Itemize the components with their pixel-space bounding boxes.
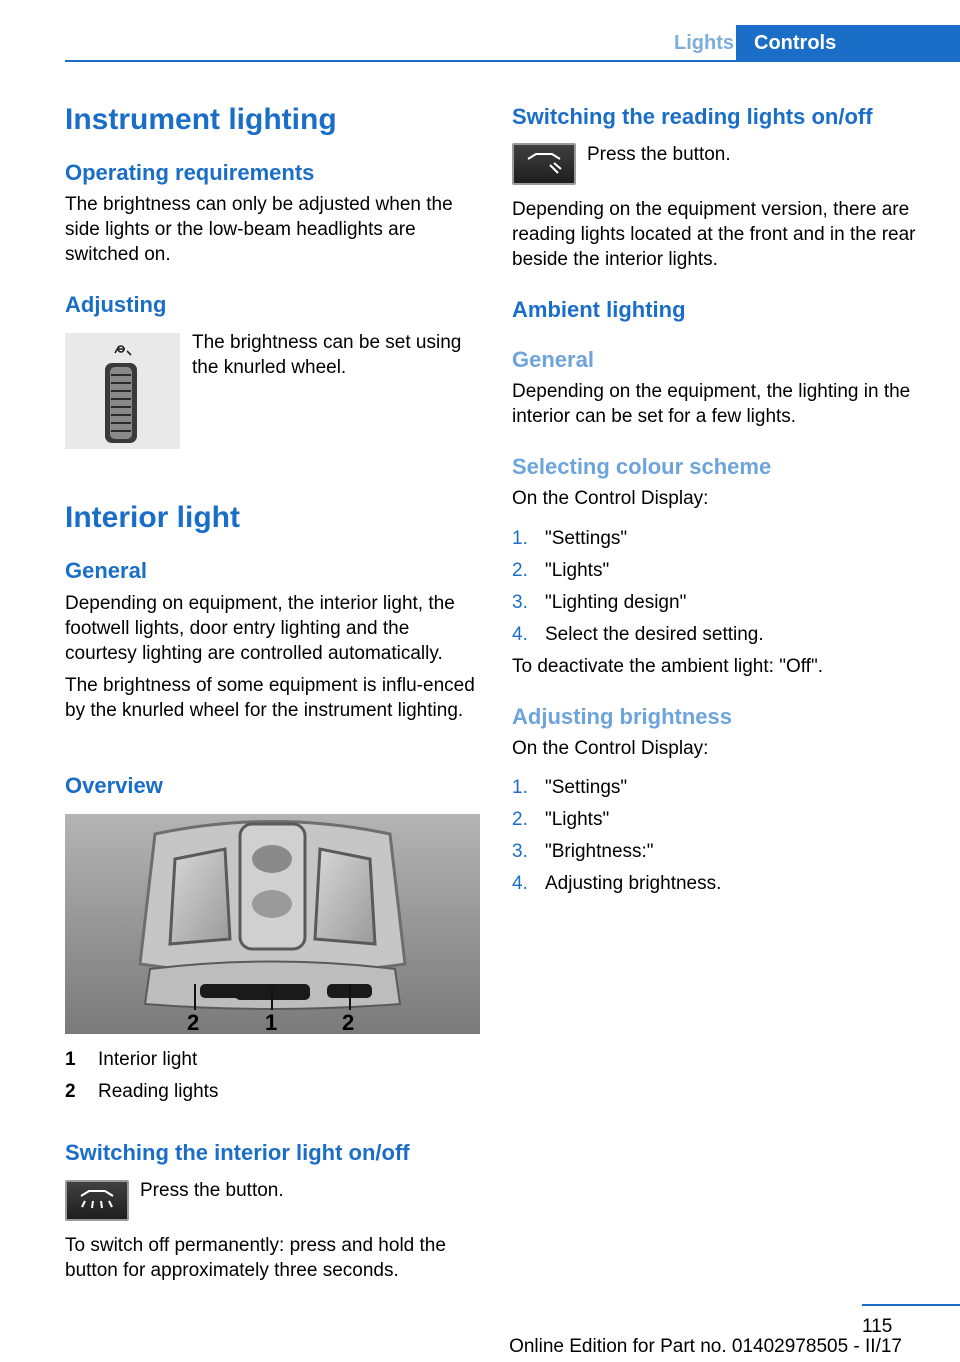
knurled-wheel-image — [65, 333, 180, 449]
footer-rule — [862, 1304, 960, 1306]
colour-deactivate: To deactivate the ambient light: "Off". — [512, 656, 823, 677]
brightness-step-number: 2. — [512, 809, 528, 830]
ambient-lighting-heading: Ambient lighting — [512, 297, 686, 322]
brightness-step-number: 3. — [512, 841, 528, 862]
colour-step-number: 3. — [512, 592, 528, 613]
brightness-step-text: "Settings" — [545, 777, 628, 798]
header-section-lights: Lights — [674, 32, 734, 54]
instrument-lighting-heading: Instrument lighting — [65, 103, 337, 136]
colour-step-number: 2. — [512, 560, 528, 581]
ambient-general-heading: General — [512, 347, 594, 372]
legend-number: 1 — [65, 1049, 76, 1070]
reading-light-icon — [514, 145, 574, 183]
switch-interior-heading: Switching the interior light on/off — [65, 1140, 410, 1165]
footer-edition: Online Edition for Part no. 01402978505 - II/17 — [509, 1336, 902, 1357]
callout-reading-left: 2 — [187, 1010, 200, 1034]
roof-console-illustration — [65, 814, 480, 1034]
adjusting-text: The brightness can be set using the knurled wheel. — [192, 332, 462, 378]
interior-light-button-image — [65, 1180, 129, 1221]
colour-step-number: 4. — [512, 624, 528, 645]
legend-label: Interior light — [98, 1049, 198, 1070]
page-number: 115 — [862, 1316, 893, 1337]
overview-heading: Overview — [65, 773, 163, 798]
brightness-step-text: "Brightness:" — [545, 841, 654, 862]
operating-requirements-heading: Operating requirements — [65, 160, 315, 185]
general-heading: General — [65, 558, 147, 583]
brightness-step-text: "Lights" — [545, 809, 610, 830]
callout-reading-right: 2 — [342, 1010, 355, 1034]
legend-number: 2 — [65, 1081, 76, 1102]
brightness-step-number: 1. — [512, 777, 528, 798]
callout-interior: 1 — [265, 1010, 278, 1034]
interior-light-icon — [67, 1182, 127, 1219]
brightness-step-number: 4. — [512, 873, 528, 894]
knurled-wheel-icon — [65, 333, 180, 449]
header-tab-controls: Controls — [754, 32, 837, 54]
general-text-1: Depending on equipment, the interior light, the footwell lights, door entry lighting and the courtesy lighting are controlled automatically. — [65, 593, 455, 664]
colour-step-text: "Lighting design" — [545, 592, 687, 613]
legend-item — [65, 1047, 76, 1072]
colour-step-text: "Lights" — [545, 560, 610, 581]
adjusting-heading: Adjusting — [65, 292, 167, 317]
colour-step-text: Select the desired setting. — [545, 624, 764, 645]
general-text-2: The brightness of some equipment is influ‐enced by the knurled wheel for the instrument lighting. — [65, 675, 475, 721]
reading-lights-heading: Switching the reading lights on/off — [512, 104, 873, 129]
colour-scheme-heading: Selecting colour scheme — [512, 454, 772, 479]
adjusting-brightness-heading: Adjusting brightness — [512, 704, 732, 729]
colour-intro: On the Control Display: — [512, 488, 709, 509]
reading-light-button-image — [512, 143, 576, 185]
legend-label: Reading lights — [98, 1081, 219, 1102]
reading-text: Depending on the equipment version, there are reading lights located at the front and in the rear beside the interior lights. — [512, 199, 916, 270]
colour-step-number: 1. — [512, 528, 528, 549]
switch-interior-press: Press the button. — [140, 1180, 284, 1201]
brightness-step-text: Adjusting brightness. — [545, 873, 722, 894]
interior-light-heading: Interior light — [65, 501, 240, 534]
reading-press: Press the button. — [587, 144, 731, 165]
ambient-general-text: Depending on the equipment, the lighting in the interior can be set for a few lights. — [512, 381, 911, 427]
switch-interior-text: To switch off permanently: press and hold the button for approximately three seconds. — [65, 1235, 446, 1281]
colour-step-text: "Settings" — [545, 528, 628, 549]
brightness-intro: On the Control Display: — [512, 738, 709, 759]
legend-item — [65, 1079, 76, 1104]
operating-requirements-text: The brightness can only be adjusted when the side lights or the low-beam headlights are switched on. — [65, 194, 453, 265]
overview-image — [65, 814, 480, 1034]
